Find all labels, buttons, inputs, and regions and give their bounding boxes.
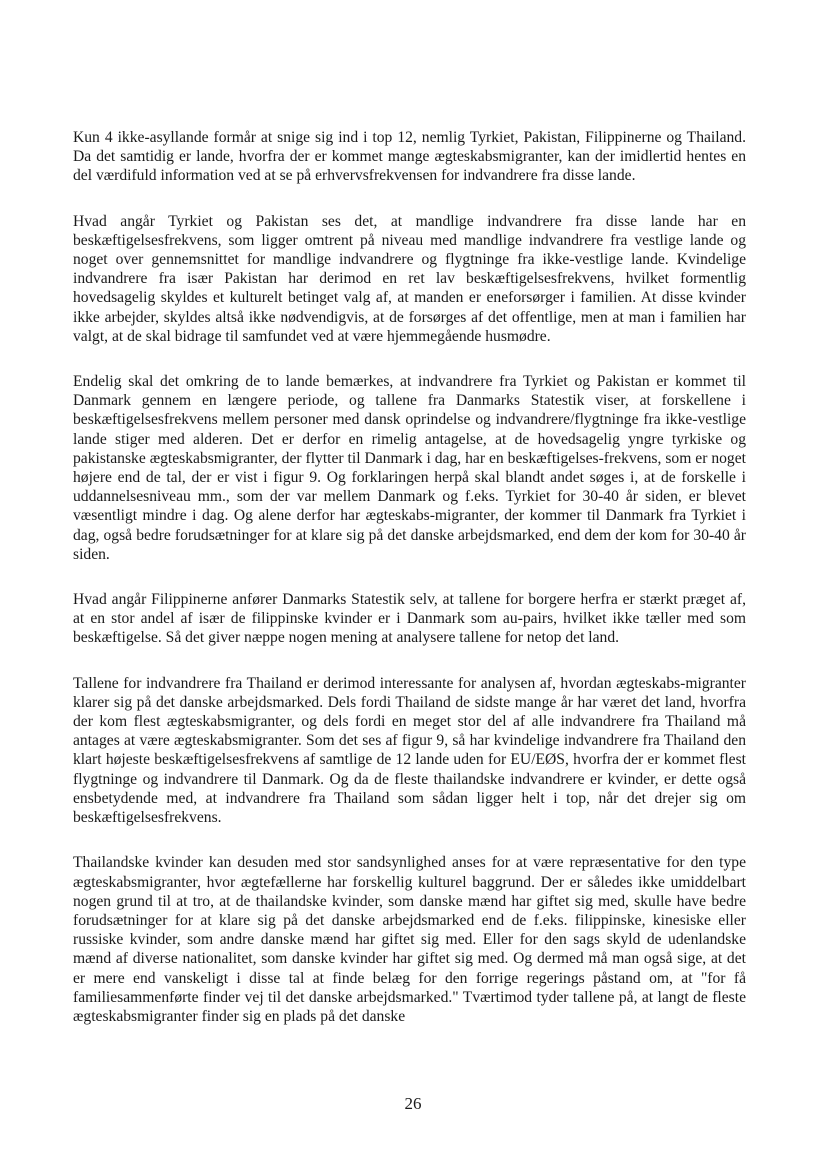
paragraph-thai-women: Thailandske kvinder kan desuden med stor sandsynlighed anses for at være repræsentative for den type ægteskabsmigranter, hvor ægtefællerne har forskellig kulturel baggrund. Der er således ikke umiddelbart nogen grund til at tro, at de thailandske kvinder, som danske mænd har giftet sig med, skulle have bedre forudsætninger for at klare sig på det danske arbejdsmarked end de f.eks. filippinske, kinesiske eller russiske kvinder, som andre danske mænd har giftet sig med. Eller for den sags skyld de udenlandske mænd af diverse nationalitet, som danske kvinder har giftet sig med. Og dermed må man også sige, at det er mere end vanskeligt i disse tal at finde belæg for den forrige regerings påstand om, at "for få familiesammenførte finder vej til det danske arbejdsmarked." Tværtimod tyder tallene på, at langt de fleste ægteskabsmigranter finder sig en plads på det danske [73,854,746,1025]
document-body [73,128,746,1052]
paragraph-top-12-countries: Kun 4 ikke-asyllande formår at snige sig ind i top 12, nemlig Tyrkiet, Pakistan, Filippinerne og Thailand. Da det samtidig er lande, hvorfra der er kommet mange ægteskabsmigranter, kan der imidlertid hentes en del værdifuld information ved at se på erhvervsfrekvensen for indvandrere fra disse lande. [73,129,746,185]
paragraph-turkey-pakistan: Hvad angår Tyrkiet og Pakistan ses det, at mandlige indvandrere fra disse lande har en beskæftigelsesfrekvens, som ligger omtrent på niveau med mandlige indvandrere fra vestlige lande og noget over gennemsnittet for mandlige indvandrere og flygtninge fra ikke-vestlige lande. Kvindelige indvandrere fra især Pakistan har derimod en ret lav beskæftigelsesfrekvens, hvilket formentlig hovedsagelig skyldes et kulturelt betinget valg af, at manden er eneforsørger i familien. At disse kvinder ikke arbejder, skyldes altså ikke nødvendigvis, at de forsørges af det offentlige, men at man i familien har valgt, at de skal bidrage til samfundet ved at være hjemmegående husmødre. [73,212,746,345]
page-number: 26 [404,1094,422,1113]
paragraph-philippines: Hvad angår Filippinerne anfører Danmarks Statestik selv, at tallene for borgere herfra er stærkt præget af, at en stor andel af især de filippinske kvinder er i Danmark som au-pairs, hvilket ikke tæller med som beskæftigelse. Så det giver næppe nogen mening at analysere tallene for netop det land. [73,591,746,647]
paragraph-thailand: Tallene for indvandrere fra Thailand er derimod interessante for analysen af, hvordan ægteskabs-migranter klarer sig på det danske arbejdsmarked. Dels fordi Thailand de sidste mange år har været det land, hvorfra der kom flest ægteskabsmigranter, og dels fordi en meget stor del af alle indvandrere fra Thailand må antages at være ægteskabsmigranter. Som det ses af figur 9, så har kvindelige indvandrere fra Thailand den klart højeste beskæftigelsesfrekvens af samtlige de 12 lande uden for EU/EØS, hvorfra der er kommet flest flygtninge og indvandrere til Danmark. Og da de fleste thailandske indvandrere er kvinder, er dette også ensbetydende med, at indvandrere fra Thailand som sådan ligger helt i top, når det drejer sig om beskæftigelsesfrekvens. [73,674,746,827]
paragraph-long-period-immigration: Endelig skal det omkring de to lande bemærkes, at indvandrere fra Tyrkiet og Pakistan er kommet til Danmark gennem en længere periode, og tallene fra Danmarks Statestik viser, at forskellene i beskæftigelsesfrekvens mellem personer med dansk oprindelse og indvandrere/flygtninge fra ikke-vestlige lande stiger med alderen. Det er derfor en rimelig antagelse, at de hovedsagelig yngre tyrkiske og pakistanske ægteskabsmigranter, der flytter til Danmark i dag, har en beskæftigelses-frekvens, som er noget højere end de tal, der er vist i figur 9. Og forklaringen herpå skal blandt andet søges i, at de forskelle i uddannelsesniveau mm., som der var mellem Danmark og f.eks. Tyrkiet for 30-40 år siden, er blevet væsentligt mindre i dag. Og alene derfor har ægteskabs-migranter, der kommer til Danmark fra Tyrkiet i dag, også bedre forudsætninger for at klare sig på det danske arbejdsmarked, end dem der kom for 30-40 år siden. [73,373,746,563]
